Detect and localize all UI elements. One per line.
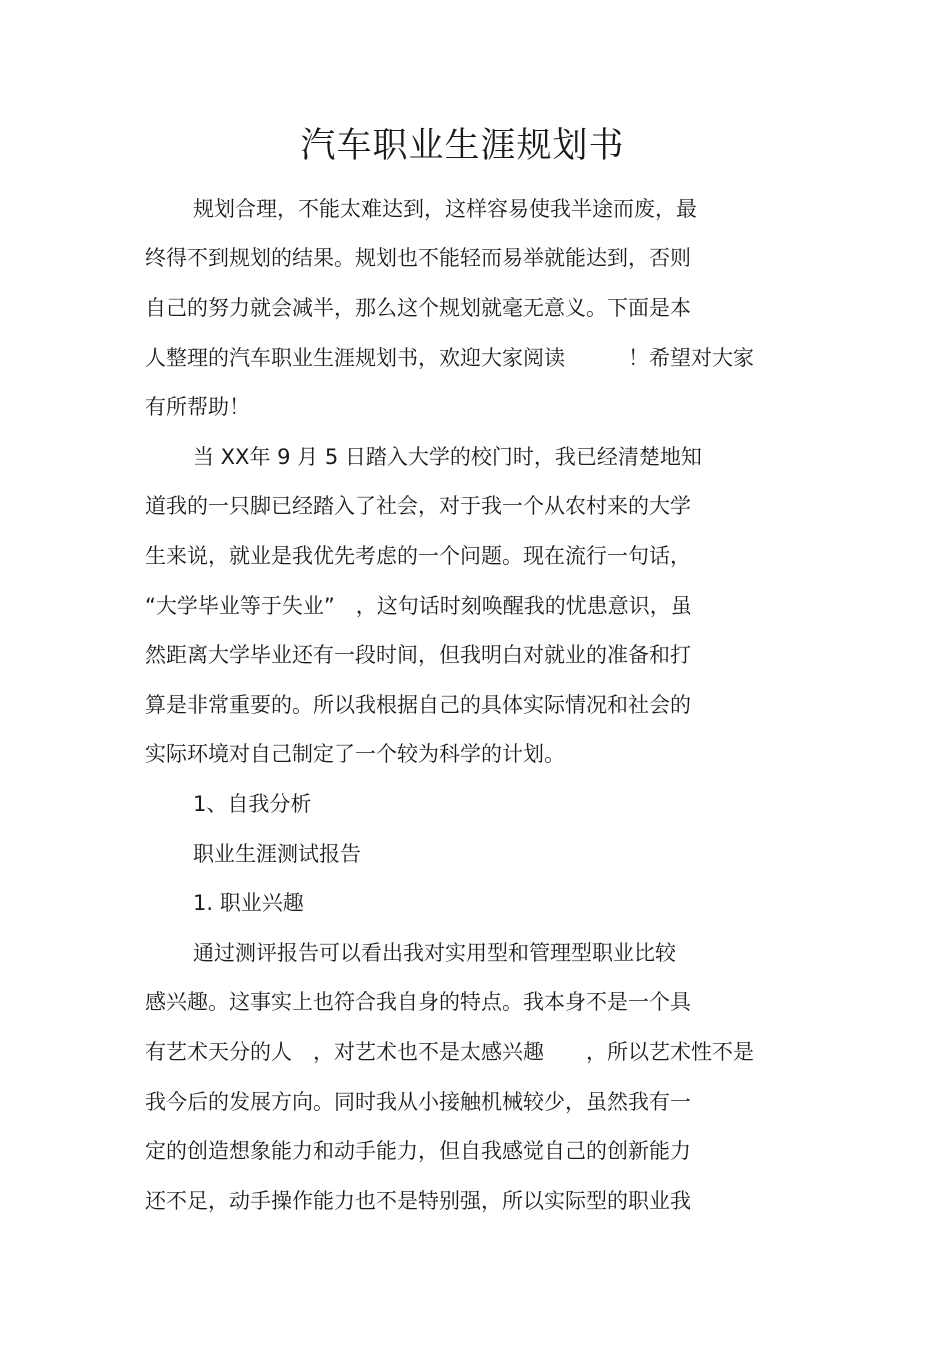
text-line: 规划合理，不能太难达到，这样容易使我半途而废，最	[193, 197, 697, 221]
text-line: 通过测评报告可以看出我对实用型和管理型职业比较	[193, 941, 676, 965]
section-heading: 1、自我分析	[193, 792, 312, 816]
text-line: 我今后的发展方向。同时我从小接触机械较少，虽然我有一	[145, 1090, 691, 1114]
document-title: 汽车职业生涯规划书	[300, 126, 625, 166]
text-line: 道我的一只脚已经踏入了社会，对于我一个从农村来的大学	[145, 494, 691, 518]
text-line: 有艺术天分的人 ，对艺术也不是太感兴趣 ，所以艺术性不是	[145, 1040, 754, 1064]
text-line: 有所帮助！	[145, 395, 250, 419]
text-line: “大学毕业等于失业” ，这句话时刻唤醒我的忧患意识，虽	[145, 594, 692, 618]
section-heading: 1. 职业兴趣	[193, 891, 304, 915]
text-line: 人整理的汽车职业生涯规划书，欢迎大家阅读 ！希望对大家	[145, 346, 754, 370]
text-line: 定的创造想象能力和动手能力，但自我感觉自己的创新能力	[145, 1139, 691, 1163]
section-heading: 职业生涯测试报告	[193, 842, 361, 866]
text-line: 然距离大学毕业还有一段时间，但我明白对就业的准备和打	[145, 643, 691, 667]
text-line: 终得不到规划的结果。规划也不能轻而易举就能达到，否则	[145, 246, 691, 270]
text-line: 当 XX年 9 月 5 日踏入大学的校门时，我已经清楚地知	[193, 445, 702, 469]
text-line: 生来说，就业是我优先考虑的一个问题。现在流行一句话，	[145, 544, 691, 568]
text-line: 实际环境对自己制定了一个较为科学的计划。	[145, 742, 565, 766]
text-line: 算是非常重要的。所以我根据自己的具体实际情况和社会的	[145, 693, 691, 717]
text-line: 还不足，动手操作能力也不是特别强，所以实际型的职业我	[145, 1189, 691, 1213]
text-line: 自己的努力就会减半，那么这个规划就毫无意义。下面是本	[145, 296, 691, 320]
text-line: 感兴趣。这事实上也符合我自身的特点。我本身不是一个具	[145, 990, 691, 1014]
